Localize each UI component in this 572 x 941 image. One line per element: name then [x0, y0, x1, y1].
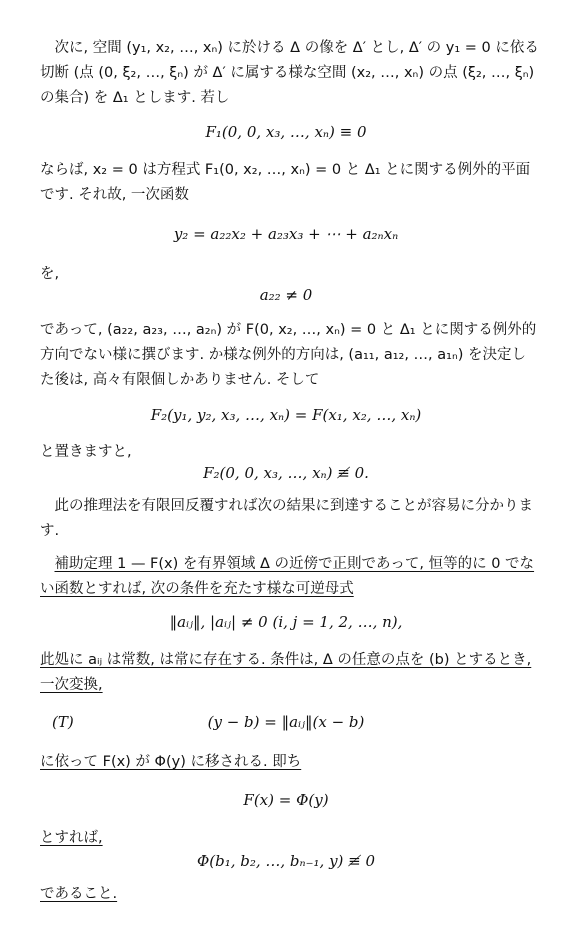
constants-text: 此処に aᵢⱼ は常数, は常に存在する. 条件は, Δ の任意の点を (b) とするとき, 一次変換,: [40, 652, 532, 693]
paragraph-mapping: [40, 750, 540, 775]
paragraph-intro: 次に, 空間 (y₁, x₂, …, xₙ) に於ける Δ の像を Δ′ とし, Δ′ の y₁ = 0 に依る 切断 (点 (0, ξ₂, …, ξₙ) が Δ′ に属する様な空間 (x₂, …, xₙ) の点 (ξ₂, …, ξₙ) の集合) を Δ₁ とします. 若し: [40, 40, 539, 106]
equation-f2-definition: F₂(y₁, y₂, x₃, …, xₙ) = F(x₁, x₂, …, xₙ): [150, 406, 422, 424]
equation-linear-function: y₂ = a₂₂x₂ + a₂₃x₃ + ⋯ + a₂ₙxₙ: [173, 225, 399, 243]
equation-f-equals-phi: F(x) = Φ(y): [243, 791, 329, 809]
paragraph-exceptional-plane: ならば, x₂ = 0 は方程式 F₁(0, x₂, …, xₙ) = 0 と Δ₁ とに関する例外的平面です. それ故, 一次函数: [40, 162, 531, 203]
lemma-statement: [40, 552, 540, 602]
equation-tag-t: (T): [52, 713, 74, 731]
paragraph-conclusion: [40, 882, 540, 907]
tosureba-text: とすれば,: [40, 830, 103, 846]
paragraph-choice: であって, (a₂₂, a₂₃, …, a₂ₙ) が F(0, x₂, …, xₙ) = 0 と Δ₁ とに関する例外的方向でない様に撰びます. か様な例外的方向は, (a₁₁, a₁₂, …, a₁ₙ) を決定した後は, 高々有限個しかありません. そして: [40, 322, 537, 388]
equation-f1-identity: F₁(0, 0, x₃, …, xₙ) ≡ 0: [205, 123, 367, 141]
conclusion-text: であること.: [40, 886, 118, 902]
paragraph-induction: 此の推理法を有限回反覆すれば次の結果に到達することが容易に分かります.: [40, 498, 533, 539]
equation-matrix-condition: ‖aᵢⱼ‖, |aᵢⱼ| ≠ 0 (i, j = 1, 2, …, n),: [169, 613, 403, 631]
lemma-text: 補助定理 1 — F(x) を有界領域 Δ の近傍で正則であって, 恒等的に 0 でない函数とすれば, 次の条件を充たす様な可逆母式: [40, 556, 535, 597]
paragraph-tosureba: [40, 826, 540, 851]
paragraph-oki: と置きますと,: [40, 444, 132, 460]
paragraph-constants: [40, 648, 540, 698]
equation-a22-nonzero: a₂₂ ≠ 0: [259, 286, 313, 304]
equation-phi-nonidentity: Φ(b₁, b₂, …, bₙ₋₁, y) ≢ 0: [196, 852, 376, 870]
equation-linear-transform: (y − b) = ‖aᵢⱼ‖(x − b): [207, 713, 365, 731]
mapping-text: に依って F(x) が Φ(y) に移される. 即ち: [40, 754, 302, 770]
equation-f2-nonidentity: F₂(0, 0, x₃, …, xₙ) ≢ 0.: [203, 464, 369, 482]
paragraph-wo: を,: [40, 266, 60, 282]
